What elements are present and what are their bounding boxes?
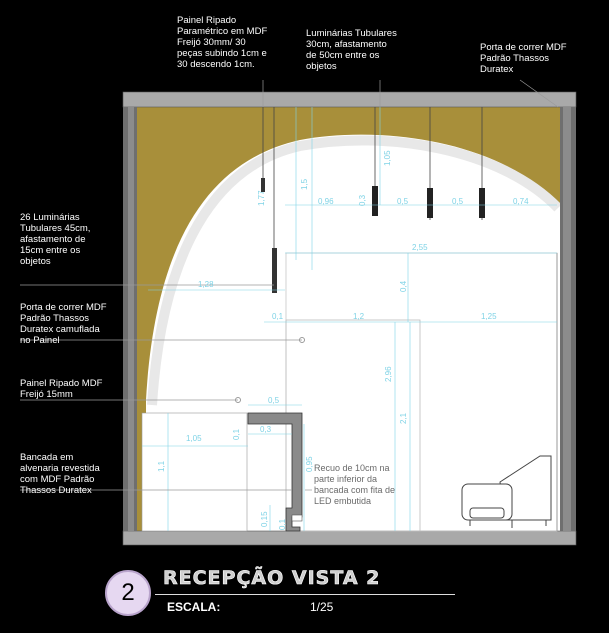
- ceiling-slab: [123, 92, 576, 107]
- scale-label: ESCALA:: [167, 600, 221, 614]
- left-wall-inner: [128, 107, 134, 531]
- dim-0-1-top: 0,1: [272, 312, 284, 321]
- floor-slab: [123, 531, 576, 545]
- note-porta-correr-left: Porta de correr MDF Padrão Thassos Duratex camuflada no Painel: [20, 302, 107, 346]
- dim-1-2: 1,2: [353, 312, 365, 321]
- note-luminarias-30cm: Luminárias Tubulares 30cm, afastamento de 50cm entre os objetos: [306, 28, 397, 72]
- dim-0-15: 0,15: [260, 511, 269, 527]
- note-recuo: Recuo de 10cm na parte inferior da bancada com fita de LED embutida: [314, 463, 396, 506]
- dim-0-96: 0,96: [318, 197, 334, 206]
- dim-2-1: 2,1: [399, 412, 408, 424]
- dim-0-4: 0,4: [399, 280, 408, 292]
- note-porta-correr-top: Porta de correr MDF Padrão Thassos Duratex: [480, 42, 567, 75]
- dim-1-05-top: 1,05: [383, 150, 392, 166]
- dim-0-5-bench: 0,5: [268, 396, 280, 405]
- dim-0-5-a: 0,5: [397, 197, 409, 206]
- note-painel-ripado-parametrico: Painel Ripado Paramétrico em MDF Freijó 30mm/ 30 peças subindo 1cm e 30 descendo 1cm.: [177, 15, 268, 70]
- led-strip: [292, 515, 302, 521]
- lamp-c: [479, 188, 485, 218]
- dim-1-77: 1,77: [257, 190, 266, 206]
- dim-0-1-low: 0,1: [278, 518, 287, 530]
- view-number-badge: 2: [105, 570, 151, 616]
- right-wall-inner: [563, 107, 571, 531]
- dim-0-3-lum: 0,3: [358, 194, 367, 206]
- scale-value: 1/25: [310, 600, 334, 614]
- note-painel-ripado-15: Painel Ripado MDF Freijó 15mm: [20, 378, 103, 400]
- note-26-luminarias: 26 Luminárias Tubulares 45cm, afastamento de 15cm entre os objetos: [20, 212, 91, 267]
- title-underline: [155, 594, 455, 595]
- lamp-b: [427, 188, 433, 218]
- dim-1-05-bench: 1,05: [186, 434, 202, 443]
- dim-1-1: 1,1: [157, 460, 166, 472]
- dim-1-25: 1,25: [481, 312, 497, 321]
- view-title: RECEPÇÃO VISTA 2: [163, 567, 381, 589]
- pendant-2: [272, 248, 277, 293]
- dim-2-55: 2,55: [412, 243, 428, 252]
- dim-2-96: 2,96: [384, 366, 393, 382]
- dim-0-5-b: 0,5: [452, 197, 464, 206]
- dim-0-3-bench: 0,3: [260, 425, 272, 434]
- title-block: [105, 565, 405, 625]
- dim-1-5: 1,5: [300, 178, 309, 190]
- note-bancada: Bancada em alvenaria revestida com MDF Padrão Thassos Duratex: [20, 452, 100, 496]
- dim-0-95: 0,95: [305, 456, 314, 472]
- dim-0-1-bench: 0,1: [232, 428, 241, 440]
- lamp-a: [372, 186, 378, 216]
- dim-0-74: 0,74: [513, 197, 529, 206]
- dim-1-28: 1,28: [198, 280, 214, 289]
